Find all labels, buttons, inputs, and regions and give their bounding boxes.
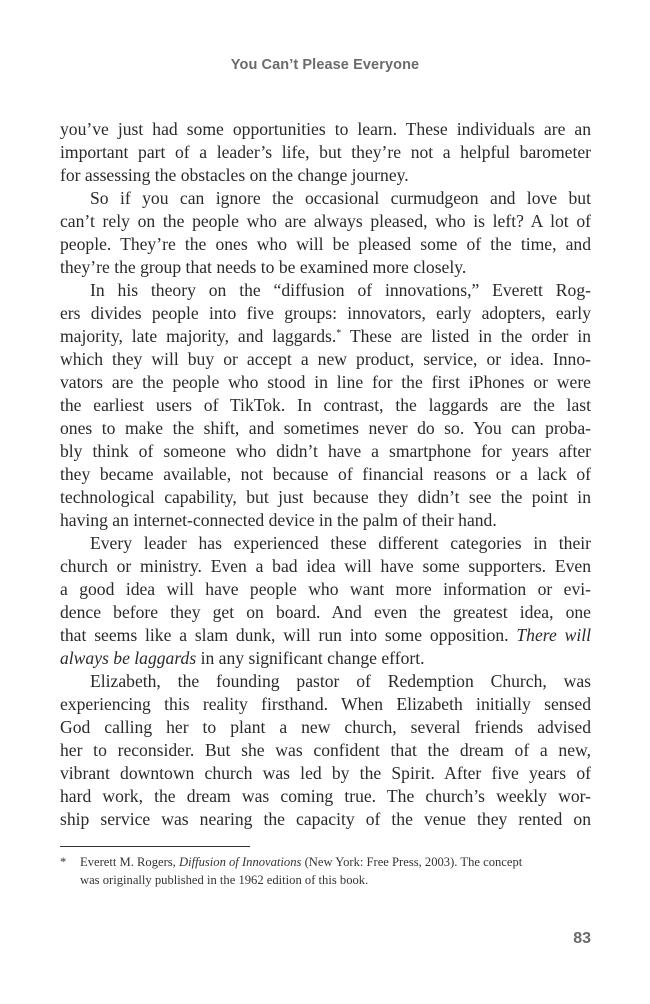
text-line: which they will buy or accept a new product, service, or idea. Inno- — [60, 349, 591, 369]
text-line: experiencing this reality firsthand. When Elizabeth initially sensed — [60, 694, 591, 714]
text-line: technological capability, but just because they didn’t see the point in — [60, 487, 591, 507]
text-fragment: that seems like a slam dunk, will run into some opposition. — [60, 625, 517, 645]
text-line: ones to make the shift, and sometimes never do so. You can proba- — [60, 418, 591, 438]
text-line: dence before they get on board. And even the greatest idea, one — [60, 602, 591, 622]
footnote — [60, 853, 591, 889]
paragraph-start-line: Every leader has experienced these different categories in their — [90, 533, 591, 553]
italic-fragment: There will — [516, 625, 591, 645]
text-line: bly think of someone who didn’t have a smartphone for years after — [60, 441, 591, 461]
text-line: ship service was nearing the capacity of the venue they rented on — [60, 809, 591, 829]
text-line-with-italic — [60, 624, 591, 647]
text-line: they’re the group that needs to be examined more closely. — [60, 257, 467, 277]
text-fragment: Everett M. Rogers, — [80, 855, 179, 869]
footnote-mark: * — [60, 855, 67, 869]
text-line: hard work, the dream was coming true. The church’s weekly wor- — [60, 786, 591, 806]
text-line: you’ve just had some opportunities to learn. These individuals are an — [60, 119, 591, 139]
footnote-line — [80, 853, 591, 871]
text-line: having an internet-connected device in the palm of their hand. — [60, 510, 497, 530]
footnote-divider — [60, 846, 250, 847]
text-line: vibrant downtown church was led by the Spirit. After five years of — [60, 763, 591, 783]
text-line: people. They’re the ones who will be pleased some of the time, and — [60, 234, 591, 254]
text-line-with-footnote-ref — [60, 325, 591, 348]
footnote-reference[interactable]: * — [336, 328, 342, 339]
footnote-line: was originally published in the 1962 edition of this book. — [80, 873, 369, 887]
text-line: a good idea will have people who want more information or evi- — [60, 579, 591, 599]
text-line: they became available, not because of financial reasons or a lack of — [60, 464, 591, 484]
text-line: the earliest users of TikTok. In contrast, the laggards are the last — [60, 395, 591, 415]
text-line: can’t rely on the people who are always pleased, who is left? A lot of — [60, 211, 591, 231]
page-number: 83 — [573, 930, 591, 947]
text-line: God calling her to plant a new church, several friends advised — [60, 717, 591, 737]
text-line-with-italic — [60, 647, 591, 670]
text-line: vators are the people who stood in line for the first iPhones or were — [60, 372, 591, 392]
paragraph-start-line: So if you can ignore the occasional curmudgeon and love but — [90, 188, 591, 208]
text-line: important part of a leader’s life, but they’re not a helpful barometer — [60, 142, 591, 162]
text-line: her to reconsider. But she was confident that the dream of a new, — [60, 740, 591, 760]
text-fragment: These are listed in the order in — [341, 326, 592, 346]
text-line: for assessing the obstacles on the change journey. — [60, 165, 409, 185]
paragraph-start-line: Elizabeth, the founding pastor of Redemption Church, was — [90, 671, 591, 691]
text-fragment: majority, late majority, and laggards. — [60, 326, 337, 346]
italic-fragment: Diffusion of Innovations — [178, 855, 302, 869]
text-fragment: (New York: Free Press, 2003). The concept — [301, 855, 523, 869]
text-line: ers divides people into five groups: innovators, early adopters, early — [60, 303, 591, 323]
italic-fragment: always be laggards — [60, 648, 197, 668]
text-line: church or ministry. Even a bad idea will have some supporters. Even — [60, 556, 591, 576]
text-fragment: in any significant change effort. — [196, 648, 425, 668]
paragraph-start-line: In his theory on the “diffusion of innovations,” Everett Rog- — [90, 280, 591, 300]
body-text — [60, 118, 591, 831]
running-head: You Can’t Please Everyone — [230, 57, 420, 73]
